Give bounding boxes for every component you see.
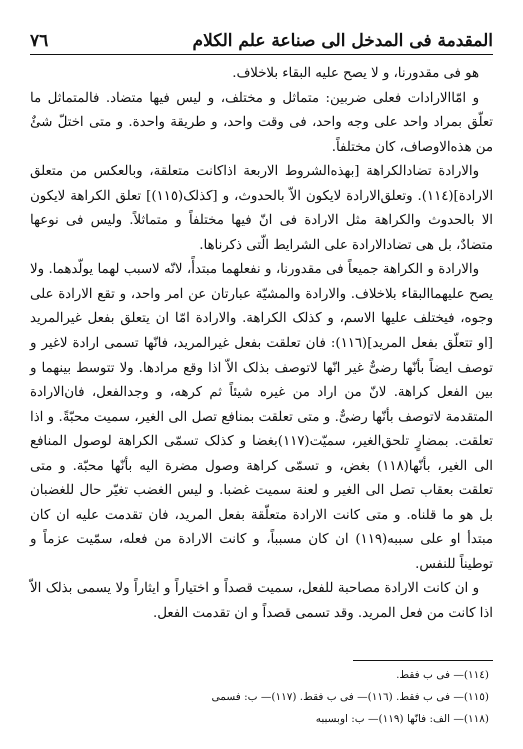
- main-text: [30, 62, 493, 627]
- paragraph: و امّاالارادات فعلی ضربین: متماثل و مختلف، و لیس فیها متضاد. فالمتماثل ما تعلّق بمراد واحد علی وجه واحد، فی وقت واحد، و طریقة واحدة. و متی اختلّ شئٌ من هذه‌الاوصاف، کان مختلفاً.: [30, 90, 493, 155]
- footnote-line: (١١٤)— فی ب فقط.: [396, 669, 489, 681]
- footnote-divider: [353, 660, 493, 661]
- page-header: [30, 24, 493, 55]
- paragraph: والارادة تضادالکراهة [بهذه‌الشروط الاربعة اذاکانت متعلقة، وبالعکس من متعلق الارادة](١١٤). وتعلق‌الارادة لایکون الاّ بالحدوث، و [کذلک(١١٥)] تعلق الکراهة لایکون الا بالحدوث والکراهة مثل الارادة فی انّ فیها مختلفاً و متماثلاً. ولیس فی نوعها متضادٌ، بل هی تضادالارادة علی الشرایط الّتی ذکرناها.: [30, 164, 494, 253]
- page-number: ٧٦: [30, 31, 49, 51]
- footnote-line: (١١٨)— الف: فانّها (١١٩)— ب: اوبسببه: [315, 713, 489, 725]
- paragraph: هو فی مقدورنا، و لا یصح علیه البقاء بلاخلاف.: [232, 66, 479, 81]
- paragraph: والارادة و الکراهة جمیعاً فی مقدورنا، و نفعلهما مبتدأً، لانّه لاسبب لهما یولّدهما. ولا یصح علیهماالبقاء بلاخلاف. والارادة والمشیّة عبارتان عن امر واحد، و تقع الارادة علی وجوه، فیختلف علیها الاسم، و کذلک الکراهة. والارادة امّا ان یتعلق بفعل غیرالمرید [او تتعلّق بفعل المرید](١١٦): فان تعلقت بفعل غیرالمرید، فانّها تسمی ارادة لاغیر و توصف ایضاً بأنّها رضیٌّ غیر انّها لاتوصف بذلک الاّ اذا وقع مرادها. ولا تتوسط بینهما و بین الفعل کراهة. لانّ من اراد من غیره شیئاً ثم کرهه، و وجدالفعل، فان‌الارادة المتقدمة لاتوصف بأنّها رضیٌّ. و متی تعلقت بمنافع تصل الی الغیر، سمیت محبّةً. و اذا تعلقت. بمضارٍ تلحق‌الغیر، سمیّت(١١٧)بغضا و کذلک تسمّی الکراهة لوصول المنافع الی الغیر، بأنّها(١١٨) بغض، و تسمّی کراهة وصول مضرة الیه بأنّها محبّة. و متی تعلقت بعقاب تصل الی الغیر و لعنة سمیت غضبا. و لیس الغضب تغیّر حال للغضبان بل هو ما قلناه. و متی کانت الارادة متعلّقة بفعل المرید، فان تقدمت علیه ان کان مبتدأ او علی سببه(١١٩) ان کان مسبباً، و کانت الارادة من فعله، سمّیت عزماً و توطیناً للنفس.: [30, 262, 494, 572]
- running-title: المقدمة فی المدخل الی صناعة علم الکلام: [192, 31, 493, 51]
- paragraph: و ان کانت الارادة مصاحبة للفعل، سمیت قصداً و اختیاراً و ایثاراً ولا یسمی بذلک الاّ اذا کانت من فعل المرید. وقد تسمی قصداً و ان تقدمت الفعل.: [30, 581, 493, 622]
- footnote-line: (١١٥)— فی ب فقط. (١١٦)— فی ب فقط. (١١٧)— ب: فسمی: [211, 691, 489, 703]
- footnotes: [30, 664, 489, 730]
